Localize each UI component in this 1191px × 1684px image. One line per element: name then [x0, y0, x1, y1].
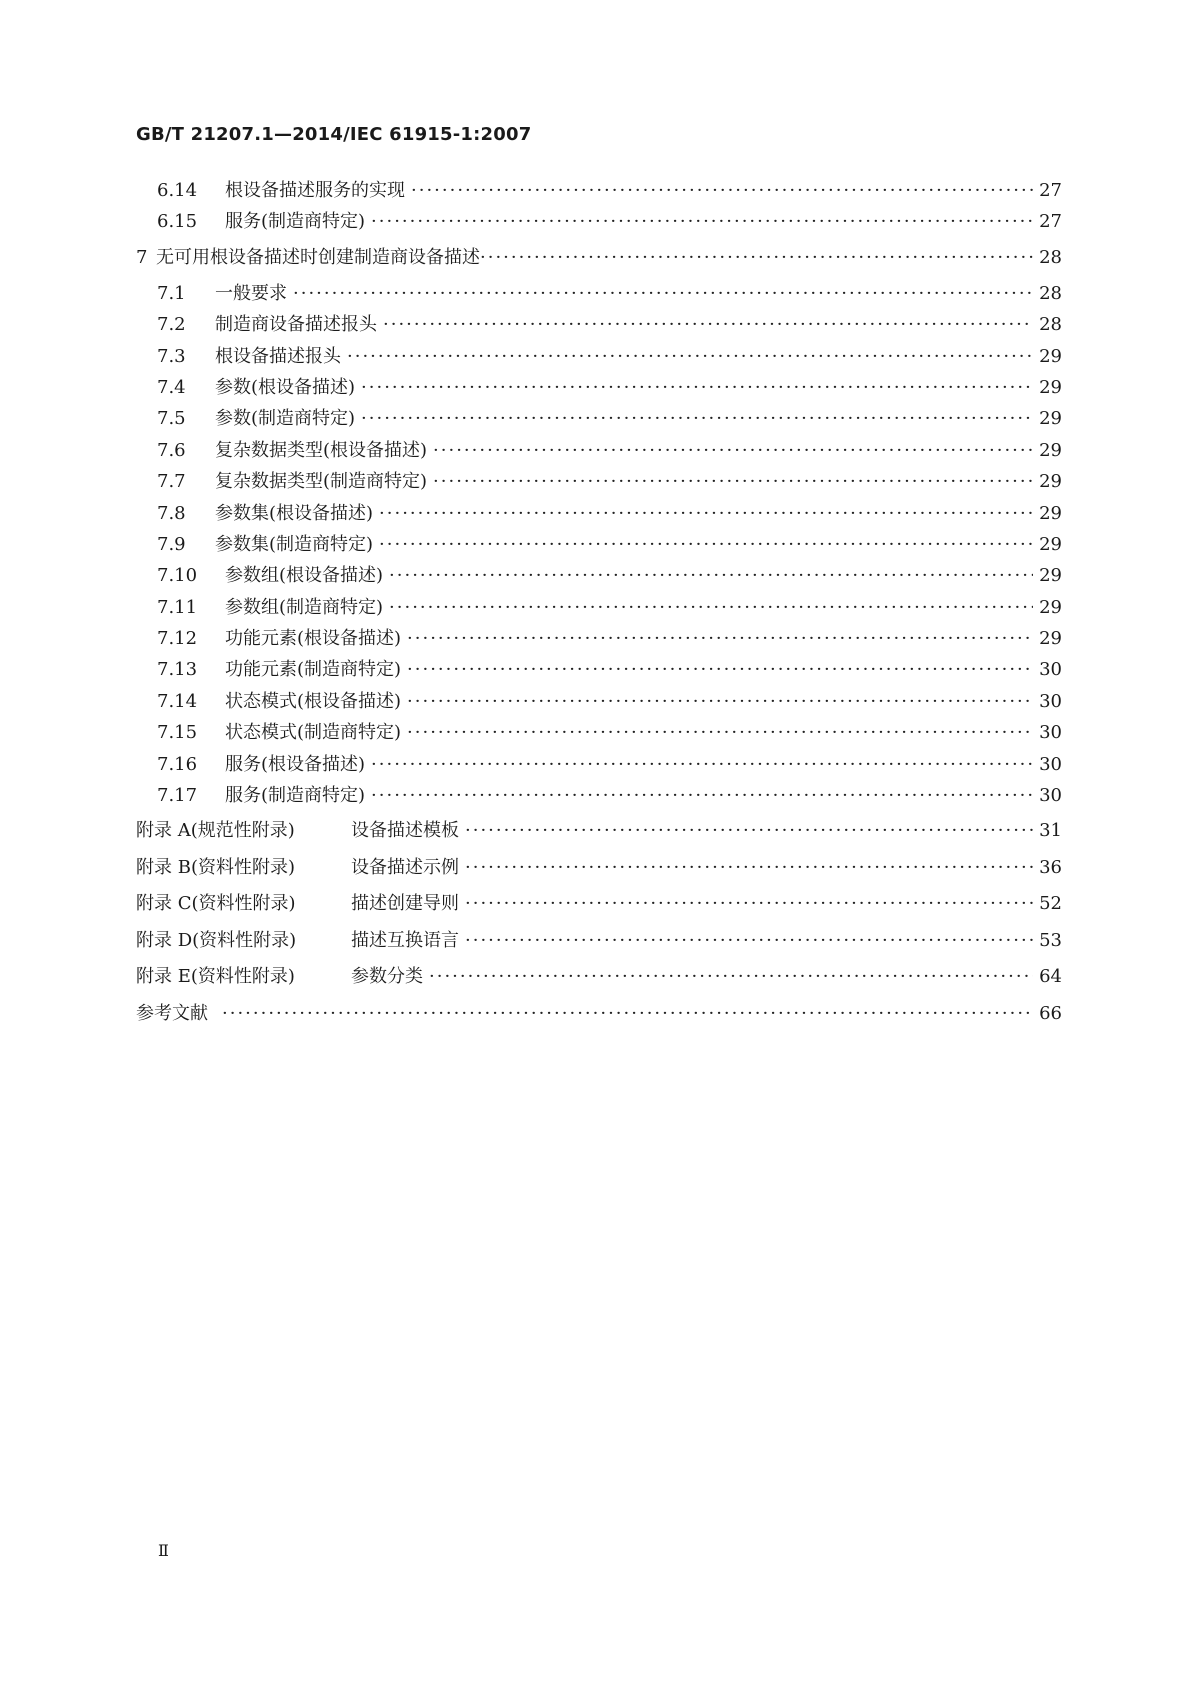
toc-number: 7: [136, 246, 148, 268]
toc-leader: [293, 283, 1033, 304]
toc-page: 28: [1039, 246, 1062, 268]
toc-leader: [433, 471, 1033, 492]
toc-entry-7-16[interactable]: [136, 750, 1062, 781]
toc-title: 参数分类: [351, 966, 423, 988]
toc-page: 64: [1039, 966, 1062, 988]
toc-leader: [389, 565, 1033, 586]
toc-leader: [347, 346, 1033, 367]
toc-page: 30: [1039, 722, 1062, 744]
toc-number: 6.15: [157, 211, 198, 233]
toc-page: 28: [1039, 282, 1062, 304]
toc-page: 27: [1039, 211, 1062, 233]
toc-page: 29: [1039, 596, 1062, 618]
toc-leader: [379, 503, 1033, 524]
toc-entry-appendix-a[interactable]: [136, 812, 1062, 853]
toc-title: 根设备描述报头: [215, 345, 341, 367]
toc-number: 7.14: [157, 690, 198, 712]
toc-number: 7.17: [157, 785, 198, 807]
toc-title: 服务(根设备描述): [225, 753, 366, 775]
toc-entry-appendix-d[interactable]: [136, 926, 1062, 963]
toc-leader: [480, 247, 1033, 268]
toc-leader: [389, 597, 1033, 618]
toc-number: 7.9: [157, 533, 186, 555]
toc-title: 复杂数据类型(根设备描述): [215, 439, 428, 461]
toc-title: 设备描述模板: [351, 820, 459, 842]
toc-entry-7-9[interactable]: [136, 530, 1062, 561]
toc-page: 29: [1039, 471, 1062, 493]
toc-entry-7-2[interactable]: [136, 310, 1062, 341]
toc-number: 6.14: [157, 180, 198, 201]
toc-number: 7.2: [157, 314, 186, 336]
toc-leader: [465, 857, 1033, 878]
toc-title: 参数集(根设备描述): [215, 502, 374, 524]
toc-title: 状态模式(根设备描述): [225, 690, 402, 712]
toc-leader: [222, 1003, 1033, 1024]
toc-entry-7-8[interactable]: [136, 499, 1062, 530]
toc-page: 29: [1039, 408, 1062, 430]
toc-page: 29: [1039, 345, 1062, 367]
toc-leader: [371, 211, 1033, 232]
toc-leader: [379, 534, 1033, 555]
toc-entry-appendix-b[interactable]: [136, 853, 1062, 890]
toc-entry-7-17[interactable]: [136, 781, 1062, 812]
toc-page: 52: [1039, 893, 1062, 915]
toc-leader: [407, 628, 1033, 649]
toc-page: 53: [1039, 929, 1062, 951]
toc-title: 一般要求: [215, 282, 287, 304]
toc-entry-7-12[interactable]: [136, 624, 1062, 655]
toc-entry-7-15[interactable]: [136, 718, 1062, 749]
toc-number: 7.13: [157, 659, 198, 681]
toc-entry-7-1[interactable]: [136, 279, 1062, 310]
toc-leader: [371, 785, 1033, 806]
toc-page: 31: [1039, 820, 1062, 842]
appendix-label: 附录 B(资料性附录): [136, 856, 295, 878]
toc-entry-7[interactable]: [136, 239, 1062, 279]
toc-leader: [361, 377, 1033, 398]
toc-entry-7-5[interactable]: [136, 404, 1062, 435]
toc-title: 无可用根设备描述时创建制造商设备描述: [156, 246, 480, 268]
toc-page: 29: [1039, 439, 1062, 461]
toc-title: 根设备描述服务的实现: [225, 180, 405, 201]
toc-page: 28: [1039, 314, 1062, 336]
toc-title: 参数组(根设备描述): [225, 565, 384, 587]
toc-title: 参数(制造商特定): [215, 408, 356, 430]
toc-number: 7.16: [157, 753, 198, 775]
toc-title: 设备描述示例: [351, 856, 459, 878]
toc-leader: [411, 180, 1033, 201]
appendix-label: 附录 C(资料性附录): [136, 893, 296, 915]
toc-entry-appendix-c[interactable]: [136, 889, 1062, 926]
toc-page: 30: [1039, 785, 1062, 807]
toc-title: 服务(制造商特定): [225, 211, 366, 233]
toc-entry-7-6[interactable]: [136, 436, 1062, 467]
toc-page: 30: [1039, 753, 1062, 775]
toc-leader: [433, 440, 1033, 461]
appendix-label: 附录 E(资料性附录): [136, 966, 295, 988]
toc-entry-7-7[interactable]: [136, 467, 1062, 498]
toc-title: 参考文献: [136, 1002, 208, 1024]
toc-number: 7.12: [157, 628, 198, 650]
toc-number: 7.3: [157, 345, 186, 367]
appendix-label: 附录 A(规范性附录): [136, 820, 295, 842]
toc-page: 29: [1039, 565, 1062, 587]
toc-title: 制造商设备描述报头: [215, 314, 377, 336]
toc-page: 36: [1039, 856, 1062, 878]
toc-entry-appendix-e[interactable]: [136, 962, 1062, 999]
toc-title: 参数(根设备描述): [215, 376, 356, 398]
toc-page: 29: [1039, 502, 1062, 524]
toc-leader: [465, 930, 1033, 951]
toc-number: 7.6: [157, 439, 186, 461]
toc-title: 功能元素(制造商特定): [225, 659, 402, 681]
toc-leader: [429, 966, 1033, 987]
toc-title: 描述创建导则: [351, 893, 459, 915]
toc-page: 30: [1039, 690, 1062, 712]
toc-page: 29: [1039, 376, 1062, 398]
toc-page: 66: [1039, 1002, 1062, 1024]
toc-number: 7.15: [157, 722, 198, 744]
toc-leader: [407, 659, 1033, 680]
toc-number: 7.4: [157, 376, 186, 398]
toc-number: 7.5: [157, 408, 186, 430]
toc-number: 7.1: [157, 282, 186, 304]
toc-page: 30: [1039, 659, 1062, 681]
toc-number: 7.11: [157, 596, 198, 618]
toc-number: 7.7: [157, 471, 186, 493]
page-number: Ⅱ: [158, 1541, 169, 1560]
toc-entry-7-14[interactable]: [136, 687, 1062, 718]
toc-leader: [407, 722, 1033, 743]
toc-number: 7.8: [157, 502, 186, 524]
standard-code-header: GB/T 21207.1—2014/IEC 61915-1:2007: [136, 124, 532, 145]
toc-title: 状态模式(制造商特定): [225, 722, 402, 744]
toc-leader: [407, 691, 1033, 712]
toc-entry-6-14[interactable]: [136, 176, 1062, 207]
toc-entry-7-4[interactable]: [136, 373, 1062, 404]
toc-title: 参数组(制造商特定): [225, 596, 384, 618]
toc-leader: [383, 314, 1033, 335]
toc-leader: [465, 820, 1033, 841]
toc-leader: [371, 754, 1033, 775]
toc-title: 功能元素(根设备描述): [225, 628, 402, 650]
toc-page: 27: [1039, 180, 1062, 201]
toc-title: 复杂数据类型(制造商特定): [215, 471, 428, 493]
toc-page: 29: [1039, 628, 1062, 650]
toc-title: 服务(制造商特定): [225, 785, 366, 807]
toc-page: 29: [1039, 533, 1062, 555]
toc-entry-7-13[interactable]: [136, 655, 1062, 686]
appendix-label: 附录 D(资料性附录): [136, 929, 297, 951]
toc-title: 参数集(制造商特定): [215, 533, 374, 555]
toc-leader: [361, 408, 1033, 429]
toc-entry-7-10[interactable]: [136, 561, 1062, 592]
toc-entry-references[interactable]: [136, 999, 1062, 1035]
toc-entry-6-15[interactable]: [136, 207, 1062, 238]
toc-leader: [465, 893, 1033, 914]
toc-entry-7-3[interactable]: [136, 342, 1062, 373]
toc-entry-7-11[interactable]: [136, 593, 1062, 624]
table-of-contents: [136, 176, 1062, 1035]
toc-title: 描述互换语言: [351, 929, 459, 951]
toc-number: 7.10: [157, 565, 198, 587]
